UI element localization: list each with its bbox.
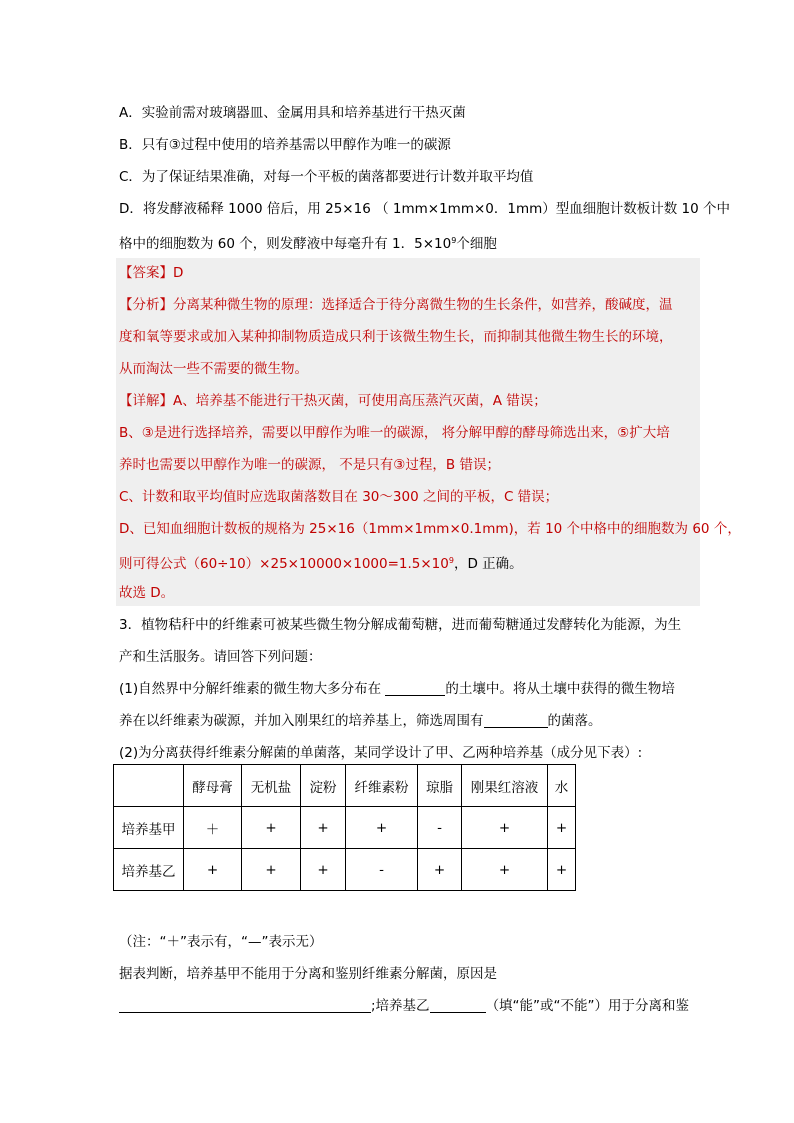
medium-table — [113, 764, 576, 891]
q3-last-line: ;培养基乙 （填“能”或“不能”）用于分离和鉴 — [119, 996, 689, 1016]
table-cell: + — [184, 849, 242, 891]
table-note: （注：“＋”表示有，“—”表示无） — [119, 934, 323, 950]
table-cell: - — [346, 849, 418, 891]
table-header-cell — [114, 765, 184, 807]
analysis-line-3: 从而淘汰一些不需要的微生物。 — [119, 361, 308, 377]
detail-line-3: 养时也需要以甲醇作为唯一的碳源， 不是只有③过程，B 错误； — [119, 457, 500, 473]
answer-line: 【答案】D — [119, 265, 184, 281]
table-cell: + — [242, 849, 301, 891]
detail-line-6: 则可得公式$(60\div 10)\times 25\times 10000\times 1000=1.5\times 10^9$，D 正确。 — [119, 556, 523, 572]
blank-4[interactable] — [430, 998, 486, 1013]
table-header-cell: 酵母膏 — [184, 765, 242, 807]
analysis-line-1: 【分析】分离某种微生物的原理：选择适合于待分离微生物的生长条件，如营养，酸碱度，温 — [119, 297, 673, 313]
q3-part2: (2)为分离获得纤维素分解菌的单菌落，某同学设计了甲、乙两种培养基（成分见下表）: — [119, 745, 643, 761]
table-header-cell: 纤维素粉 — [346, 765, 418, 807]
table-cell: 培养基甲 — [114, 807, 184, 849]
q3-judge-line: 据表判断，培养基甲不能用于分离和鉴别纤维素分解菌，原因是 — [119, 966, 497, 982]
table-cell: ＋ — [184, 807, 242, 849]
table-cell: + — [548, 849, 576, 891]
blank-2[interactable] — [484, 713, 548, 728]
table-cell: + — [346, 807, 418, 849]
table-header-cell: 琼脂 — [418, 765, 462, 807]
q3-part1-line2: 养在以纤维素为碳源，并加入刚果红的培养基上，筛选周围有 的菌落。 — [119, 713, 602, 729]
q3-part1-line1: (1)自然界中分解纤维素的微生物大多分布在 的土壤中。将从土壤中获得的微生物培 — [119, 681, 675, 697]
table-cell: + — [462, 807, 548, 849]
table-header-cell: 无机盐 — [242, 765, 301, 807]
detail-line-2: B、③是进行选择培养，需要以甲醇作为唯一的碳源， 将分解甲醇的酵母筛选出来，⑤扩大培 — [119, 425, 670, 441]
detail-line-1: 【详解】A、培养基不能进行干热灭菌，可使用高压蒸汽灭菌，A 错误； — [119, 393, 547, 409]
table-cell: - — [418, 807, 462, 849]
table-cell: + — [548, 807, 576, 849]
option-c: C．为了保证结果准确，对每一个平板的菌落都要进行计数并取平均值 — [119, 169, 534, 185]
detail-line-4: C、计数和取平均值时应选取菌落数目在 30～300 之间的平板，C 错误； — [119, 489, 559, 505]
table-row — [114, 849, 576, 891]
table-header-cell: 水 — [548, 765, 576, 807]
option-d-line1: D．将发酵液稀释 1000 倍后，用 25×16 （ 1mm×1mm×0．1mm）型血细胞计数板计数 10 个中 — [119, 201, 731, 217]
table-cell: + — [301, 807, 346, 849]
table-row — [114, 807, 576, 849]
blank-1[interactable] — [385, 681, 445, 696]
option-d-line2: 格中的细胞数为 60 个，则发酵液中每毫升有 1．$5\times 10^9$个细胞 — [119, 236, 497, 252]
table-cell: + — [462, 849, 548, 891]
detail-line-7: 故选 D。 — [119, 585, 175, 601]
table-header-cell: 淀粉 — [301, 765, 346, 807]
table-cell: + — [418, 849, 462, 891]
blank-3[interactable] — [119, 998, 371, 1013]
analysis-line-2: 度和氧等要求或加入某种抑制物质造成只利于该微生物生长，而抑制其他微生物生长的环境， — [119, 329, 673, 345]
table-header-cell: 刚果红溶液 — [462, 765, 548, 807]
q3-line-2: 产和生活服务。请回答下列问题： — [119, 649, 322, 665]
table-header-row — [114, 765, 576, 807]
option-b: B．只有③过程中使用的培养基需以甲醇作为唯一的碳源 — [119, 137, 451, 153]
table-cell: 培养基乙 — [114, 849, 184, 891]
table-cell: + — [242, 807, 301, 849]
q3-line-1: 3．植物秸秆中的纤维素可被某些微生物分解成葡萄糖，进而葡萄糖通过发酵转化为能源，为生 — [119, 617, 682, 633]
detail-line-5: D、已知血细胞计数板的规格为 25×16（1mm×1mm×0.1mm)，若 10 个中格中的细胞数为 60 个， — [119, 521, 741, 537]
table-cell: + — [301, 849, 346, 891]
option-a: A．实验前需对玻璃器皿、金属用具和培养基进行干热灭菌 — [119, 105, 466, 121]
